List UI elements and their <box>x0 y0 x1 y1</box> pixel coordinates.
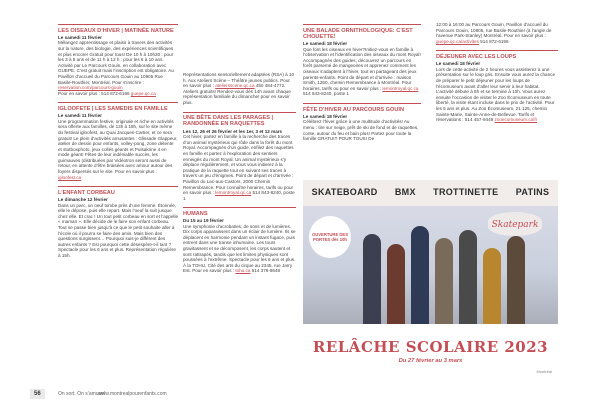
person-figure <box>483 248 501 326</box>
event-description: Mélangez apprentissage et plaisir à travers des activités sur la nature, des biologie, des expériences scientifiques et plus encore! Gratuit pour tous! De 10 h à 10h30 : pour les 3 à 5 ans et de 11 h à 12 h : pour les 6 à 10 ans. Activité par Le Parcours Gouin, en collaboration avec GUEPE. C’est gratuit mais l’inscription est obligatoire. Au Pavillon d’accueil du Parcours Gouin au 10905 Rue Basile-Routhier, Montréal. Pour s’inscrire : <box>58 40 174 85</box>
event-title: DÉJEUNER AVEC LES LOUPS <box>436 53 517 60</box>
ad-word: TROTTINETTE <box>433 187 499 197</box>
event-info: Pour en savoir plus : 514 872-6196 <box>58 90 130 96</box>
divider <box>436 50 558 51</box>
event-info: 450 484-4772. Ateliers gratuits! Rendez-vous dès 14h avant chaque représentation familiale du dimanche! pour en savoir plus. <box>183 83 291 105</box>
event-description: Une symphonie d’acrobaties, de sons et de lumières. Dix corps apparaissent dans un éclair de lumière. Ils se déplacent en harmonie pendant un instant fugace, puis entrent dans une transe inhumaine. Les tours gravitassent et se décomposent, les corps sautent et sont rattrapés, tandis que les limites physiques sont poussées à l’extrême. Spectacle pour les 6 ans et plus. À la TOHU, Cité des arts du cirque au 2345, rue Jarry Est. Pour en savoir plus : <box>183 223 296 274</box>
page-footer <box>0 384 600 403</box>
column-1 <box>58 22 178 265</box>
event-title: UNE BALADE ORNITHOLOGIQUE: C’EST CHOUETTE! <box>303 27 413 40</box>
column-4 <box>436 22 558 129</box>
event-body <box>58 119 178 181</box>
event-description: Célébrez l’hiver grâce à une multitude d’activités! Au menu : tire sur neige, prêt de ski de fond et de raquettes, conte, autour du feu et bain plus! Partez pour toute la famille GRATUIT POUR TOUS! De <box>303 119 419 142</box>
ad-word: PATINS <box>515 187 550 197</box>
event-date: Les 12, 26 et 26 février et les 1er, 3 et 12 mars <box>183 128 283 134</box>
event-description: Une programmation festive, originale et riche en activités sera offerte aux familles, de 13h à 18h, sur le site même du festival igloofest, au Quai Jacques-Cartier, et ce sera gratuit! Le plein d’activités amusantes : Glissade Glappeur, atelier de dessin pour enfants, volley-pong, zone détente et stutboxphoto, jeux collés géants et Pulsakrine 4 en mode géant! Fêtes de leur indéniable succès, les guimauves (distribuées par Vidéotron seront aussi de retour, en attente d’être braisées avec amour autour des foyers dispersés sur le site. Pour en savoir plus : <box>58 118 178 175</box>
relache-ad[interactable] <box>303 180 558 378</box>
event-link[interactable]: tohu.ca <box>235 268 251 274</box>
event-title: UNE BÊTE DANS LES PARAGES | RANDONNÉE EN RAQUETTES <box>183 115 274 128</box>
person-figure <box>363 234 381 326</box>
event-link[interactable]: guepe.qc.ca <box>130 90 156 96</box>
event-date: Le samedi 11 février <box>58 113 102 119</box>
divider <box>58 186 178 187</box>
ad-title-area <box>303 324 558 378</box>
opening-hours-badge: OUVERTURE DES PORTES dès 10h <box>309 216 351 258</box>
event-description: Que font les oiseaux en hiver?Initiez-vous en famille à l’observation et l’identification des oiseaux du mont Royal! Accompagnés des guides, découvrez un parcours en forêt parsemé de mangeoires et apprenez comment les oiseaux s’adaptent à l’hiver, tout en partageant des jeux parents-enfants. Point de départ et d’arrivée : maison Smith, 1260, chemin Remembrance à Montréal. Pour horaires, tarifs ou pour en savoir plus : <box>303 46 421 91</box>
event-body <box>436 67 558 123</box>
person-figure <box>435 238 453 326</box>
divider <box>303 103 421 104</box>
footer-url[interactable]: www.montrealpourenfants.com <box>98 391 167 397</box>
event-body <box>303 47 421 97</box>
event-title: IGLOOFETE | LES SAMEDIS EN FAMILLE <box>58 105 168 112</box>
event-description: Dans un parc, un oeuf tombe près d’une femme. Étonnée, elle le dépose, puis elle repart. Mais l’oeuf la suit jusque chez elle. Et crac ! Un tout petit corbeau en sort et l’appelle « maman ». Elle décide de le faire son enfant corbeau. Tout se passe bien jusqu’à ce que le petit souhaite aller à l’école où il pourra se faire des amis. Mais bien des questions surgissent… Pourquoi suis-je différent des autres enfants ? Est pourquoi cette désespère-t-il tant ? Spectacle pour les 6 ans et plus. Représentation régulière à 15h. <box>58 202 179 258</box>
person-figure <box>507 236 525 326</box>
event-link[interactable]: ateliersscene.qc.ca <box>215 83 255 89</box>
svg-text:Skatepark: Skatepark <box>491 220 539 230</box>
event-link[interactable]: zooecomuseum.ca/fr <box>494 117 538 123</box>
divider <box>303 24 421 25</box>
event-link[interactable]: lemontroyal.qc.ca <box>382 85 419 91</box>
ad-photo <box>303 206 558 326</box>
column-2 <box>183 72 296 280</box>
event-info: 514 376-8648 <box>251 268 281 274</box>
ad-word: SKATEBOARD <box>311 187 378 197</box>
person-figure <box>411 226 429 326</box>
event-body <box>183 134 296 201</box>
ad-dates: Du 27 février au 3 mars <box>398 358 463 364</box>
event-body <box>436 22 558 44</box>
event-body <box>183 224 296 274</box>
divider <box>58 24 178 25</box>
footer-slogan: On sort. On s’amuse! <box>58 391 106 397</box>
person-figure <box>387 244 405 326</box>
event-date: Le samedi 11 février <box>58 34 102 40</box>
event-body <box>183 72 296 106</box>
event-link[interactable]: reservation.com/parcours-gouin <box>58 85 123 91</box>
ad-word: BMX <box>394 187 416 197</box>
event-date: Le samedi 18 février <box>303 41 348 46</box>
divider <box>183 207 296 208</box>
event-description: Lors de cette activité de 2 heures vous assisterez à une présentation sur le loup gris. Ensuite vous aurez la chance de préparer le petit déjeuner pour les loups de l’écomuseum avant d’aller leur servir à leur habitat. L’activité débute à 8h et se termine à 10h. Vous aurez ensuite l’occasion de visiter le Zoo Écomuseum en toute liberté, la visite étant incluse dans le prix de l’activité. Pour les 5 ans et plus. Au Zoo Écomuseum, 21 125, chemin Sainte-Marie, Sainte-Anne-de-Bellevue. Tarifs et réservations : 514 457-9449 <box>436 66 555 123</box>
event-date: Le dimanche 12 février <box>58 197 108 203</box>
event-title: L’ENFANT CORBEAU <box>58 189 115 196</box>
event-date: Du 15 au 19 février <box>183 218 224 224</box>
ad-activities-banner <box>303 180 558 204</box>
event-date: Le samedi 18 février <box>436 61 481 67</box>
event-description: 12:00 à 16:00 au Parcours Gouin, Pavillon d’accueil du Parcours Gouin, 10905, rue Basile-Routhier (à l’angle de l’avenue Park-Stanley) Montréal. Pour en savoir plus : <box>436 22 552 39</box>
event-title: HUMANS <box>183 210 208 217</box>
event-info: 514 843-8240, poste 1 <box>303 91 349 97</box>
event-link[interactable]: lemontroyal.qc.ca <box>215 190 252 196</box>
event-body <box>58 40 178 96</box>
event-link[interactable]: igloofest.ca <box>58 174 82 180</box>
page-number: 56 <box>30 389 45 399</box>
event-description: Cet hiver, partez en famille à la recherche des traces d’un animal mystérieux qui rôde dans la forêt du mont Royal. Accompagnés d’un guide, enfilez des raquettes en famille et partez à l’exploration des sentiers enneigés du mont Royal. Un animal mystérieux s’y déplace régulièrement, et vous vous initierez à la pratique de la raquette tout en suivant ses traces à travers un jeu d’énigmes. Point de départ et d’arrivée : Pavillon du Lac-aux-Castors, 2000 Chemin Remembrance. Pour connaître horaires, tarifs ou pour en savoir plus : <box>183 134 294 196</box>
event-description: Représentations sensoriellement adaptées (RSA) à 10 h. Aux Ateliers Scène – Théâtre jeunes publics. Pour en savoir plus : <box>183 72 295 89</box>
montreal-logo: Montréal <box>536 369 552 374</box>
event-link[interactable]: guepe.qc.ca/activites <box>436 38 479 44</box>
event-title: FÊTE D’HIVER AU PARCOURS GOUIN <box>303 106 405 113</box>
divider <box>183 112 296 113</box>
event-date: Le samedi 18 février <box>303 113 348 119</box>
event-title: LES OISEAUX D’HIVER | MATINÉE NATURE <box>58 27 174 34</box>
column-3 <box>303 22 421 148</box>
event-info: 514 872-6196 <box>480 38 509 44</box>
person-figure <box>459 230 477 326</box>
skatepark-logo-icon <box>488 212 542 236</box>
event-info: 514 843-8240, poste 1 <box>183 190 295 201</box>
ad-title: RELÂCHE SCOLAIRE 2023 <box>312 338 549 356</box>
skatepark-logo <box>488 212 542 236</box>
divider <box>58 102 178 103</box>
